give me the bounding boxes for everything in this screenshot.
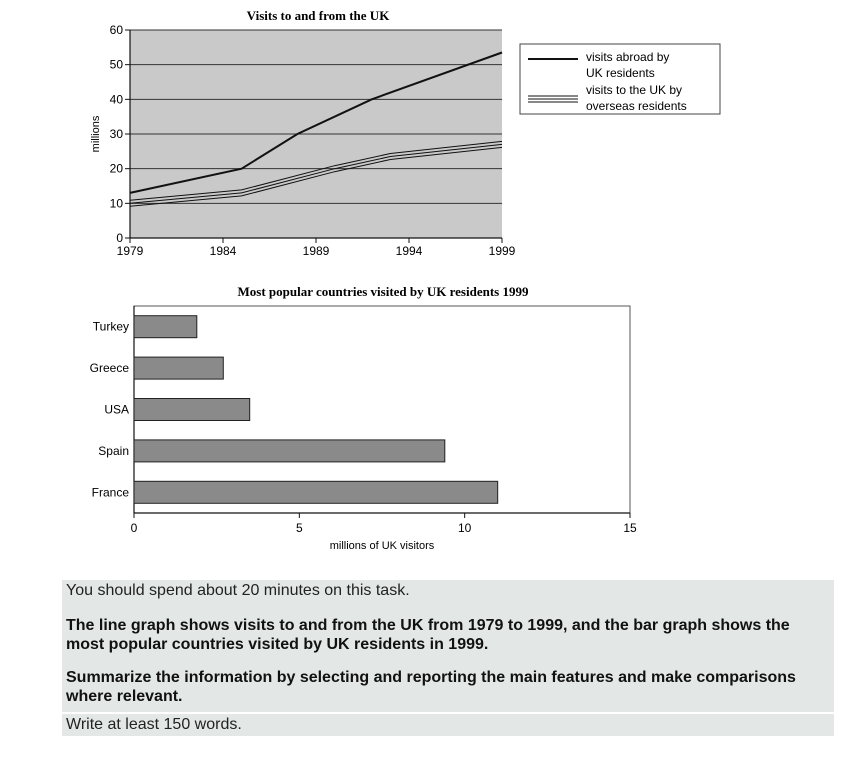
bar-label-spain: Spain	[98, 443, 129, 458]
bar-turkey	[134, 316, 197, 338]
x-tick-label-1994: 1994	[395, 244, 423, 258]
line-legend	[520, 44, 720, 114]
bar-greece	[134, 357, 223, 379]
bar-x-tick-label-0: 0	[130, 521, 138, 535]
bar-x-ticks	[131, 513, 637, 535]
task-intro: You should spend about 20 minutes on this task.	[66, 582, 410, 599]
bar-label-usa: USA	[104, 402, 129, 417]
line-y-axis-label: millions	[90, 115, 102, 153]
legend-overseas-line2: overseas residents	[586, 99, 687, 113]
bar-chart-title: Most popular countries visited by UK residents 1999	[237, 284, 529, 299]
legend-abroad-line1: visits abroad by	[586, 50, 670, 64]
line-y-ticks	[110, 23, 130, 245]
bar-x-axis-label: millions of UK visitors	[329, 540, 435, 552]
y-tick-label-30: 30	[109, 127, 123, 141]
bar-usa	[134, 399, 250, 421]
task-instruction: Summarize the information by selecting and reporting the main features and make comparisons where relevant.	[66, 669, 796, 705]
task-word-count: Write at least 150 words.	[62, 712, 834, 736]
bar-label-turkey: Turkey	[92, 319, 129, 334]
bar-category-labels	[90, 320, 130, 500]
bar-chart	[90, 284, 637, 552]
task-instructions	[62, 580, 834, 736]
bar-x-tick-label-10: 10	[457, 521, 472, 535]
line-x-ticks	[117, 238, 516, 258]
y-tick-label-0: 0	[116, 231, 123, 245]
y-tick-label-40: 40	[109, 92, 123, 107]
legend-abroad-line2: UK residents	[586, 66, 655, 80]
bar-spain	[134, 440, 445, 462]
x-tick-label-1989: 1989	[302, 244, 330, 258]
line-chart	[90, 8, 720, 258]
bar-label-france: France	[91, 485, 129, 500]
bar-x-tick-label-15: 15	[623, 521, 637, 535]
task-description: The line graph shows visits to and from the UK from 1979 to 1999, and the bar graph shows the most popular countries visited by UK residents in 1999.	[66, 617, 790, 653]
y-tick-label-10: 10	[109, 196, 123, 211]
x-tick-label-1979: 1979	[116, 244, 144, 258]
line-chart-title: Visits to and from the UK	[246, 8, 390, 23]
y-tick-label-20: 20	[109, 161, 123, 176]
x-tick-label-1999: 1999	[488, 244, 516, 258]
bar-label-greece: Greece	[89, 361, 129, 376]
y-tick-label-50: 50	[109, 57, 123, 72]
y-tick-label-60: 60	[109, 23, 123, 37]
legend-overseas-line1: visits to the UK by	[586, 83, 683, 97]
x-tick-label-1984: 1984	[209, 244, 237, 258]
bar-france	[134, 481, 498, 503]
bar-x-tick-label-5: 5	[295, 521, 303, 535]
